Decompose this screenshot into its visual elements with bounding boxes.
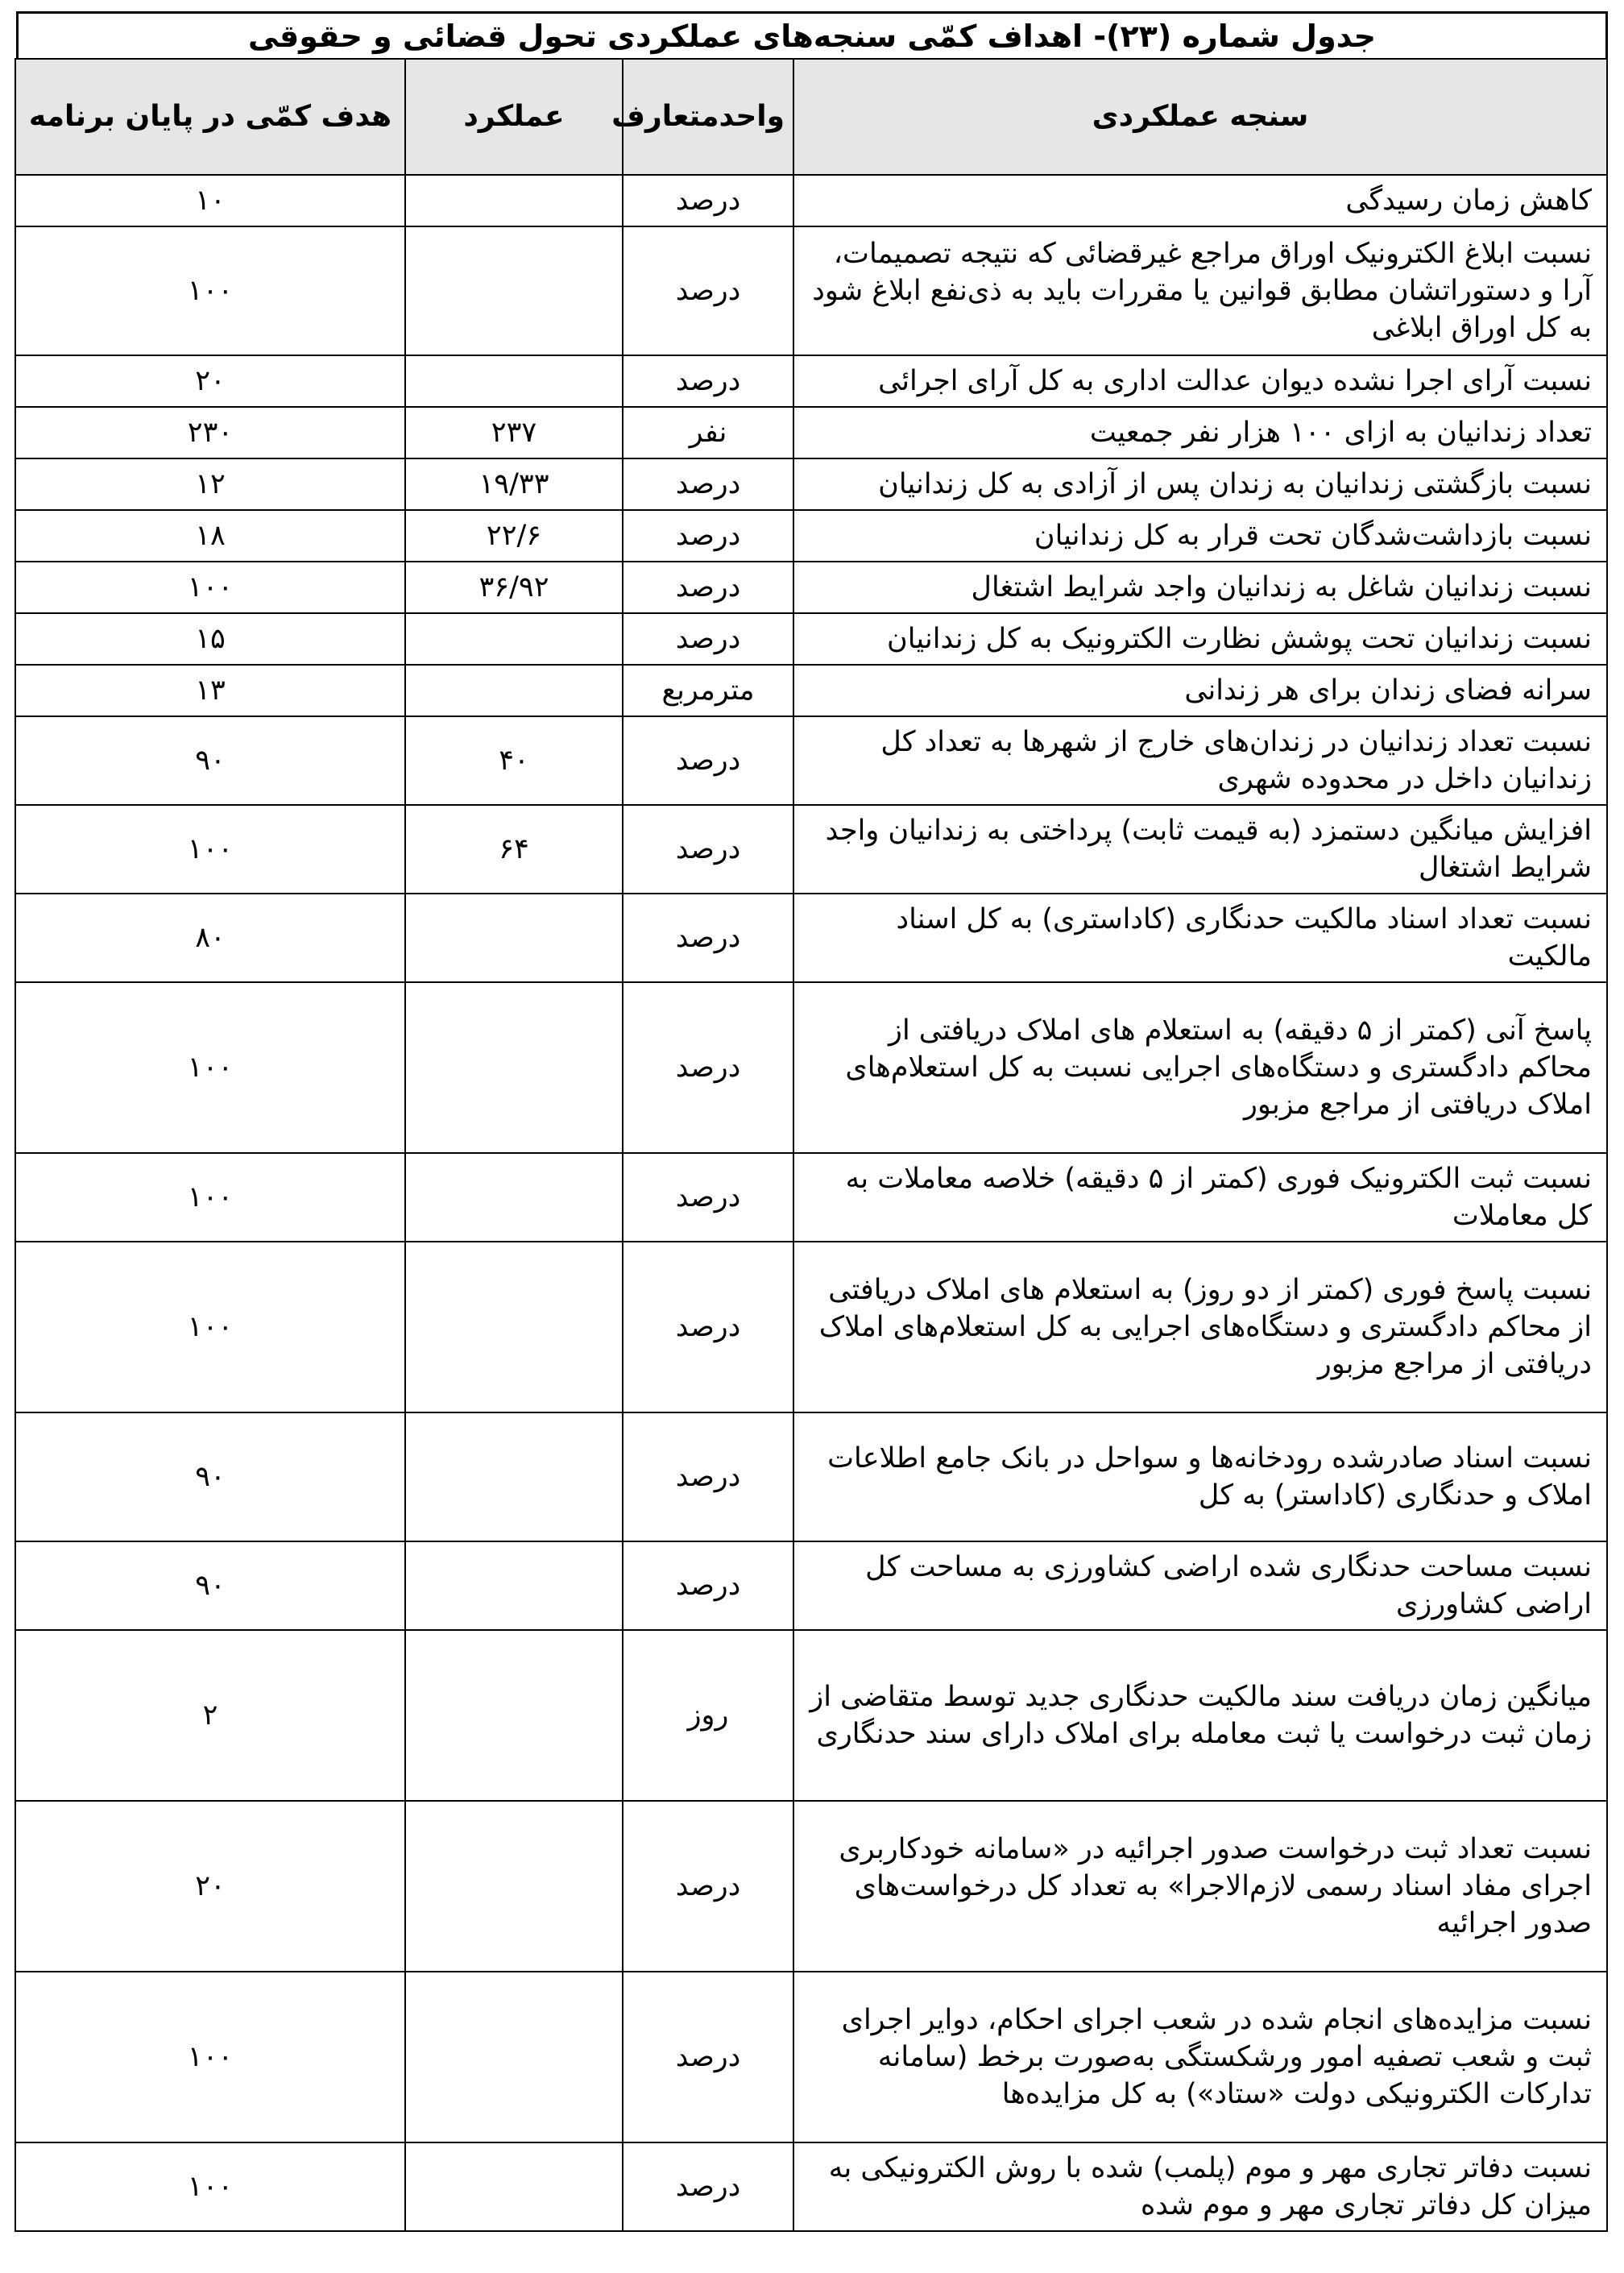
metric-cell: نسبت زندانیان شاغل به زندانیان واجد شرایط اشتغال [793,562,1607,613]
table-row [15,805,1607,894]
metric-cell: کاهش زمان رسیدگی [793,175,1607,226]
performance-cell: ۴۰ [405,716,623,805]
metric-cell: نسبت مساحت حدنگاری شده اراضی کشاورزی به مساحت کل اراضی کشاورزی [793,1541,1607,1630]
performance-cell [405,1153,623,1242]
table-row [15,982,1607,1153]
target-cell: ۱۰۰ [15,982,405,1153]
performance-cell [405,982,623,1153]
table-row [15,894,1607,982]
unit-cell: روز [623,1630,793,1801]
performance-cell [405,665,623,716]
metric-cell: پاسخ آنی (کمتر از ۵ دقیقه) به استعلام های املاک دریافتی از محاکم دادگستری و دستگاه‌های اجرایی نسبت به کل استعلام‌های املاک دریافتی از مراجع مزبور [793,982,1607,1153]
metric-cell: نسبت مزایده‌های انجام شده در شعب اجرای احکام، دوایر اجرای ثبت و شعب تصفیه امور ورشکستگی به‌صورت برخط (سامانه تدارکات الکترونیکی دولت «ستاد») به کل مزایده‌ها [793,1972,1607,2142]
unit-cell: درصد [623,562,793,613]
target-cell: ۱۰۰ [15,1153,405,1242]
performance-cell [405,1541,623,1630]
unit-cell: نفر [623,407,793,458]
metric-cell: افزایش میانگین دستمزد (به قیمت ثابت) پرداختی به زندانیان واجد شرایط اشتغال [793,805,1607,894]
unit-cell: درصد [623,1412,793,1541]
target-cell: ۱۰۰ [15,805,405,894]
table-body [15,175,1607,2231]
unit-cell: درصد [623,1242,793,1412]
table-row [15,716,1607,805]
target-cell: ۱۸ [15,510,405,562]
table-row [15,1972,1607,2142]
table-row [15,1630,1607,1801]
unit-cell: درصد [623,1972,793,2142]
table-row [15,1242,1607,1412]
table-row [15,613,1607,665]
table-row [15,1541,1607,1630]
target-cell: ۲ [15,1630,405,1801]
target-cell: ۱۲ [15,458,405,510]
header-metric: سنجه عملکردی [793,59,1607,175]
table-row [15,665,1607,716]
unit-cell: درصد [623,805,793,894]
performance-cell [405,1972,623,2142]
table-row [15,226,1607,355]
unit-cell: درصد [623,1541,793,1630]
unit-cell: درصد [623,894,793,982]
unit-cell: درصد [623,1801,793,1972]
performance-cell [405,1630,623,1801]
table-header [15,59,1607,175]
performance-cell [405,1412,623,1541]
performance-cell: ۳۶/۹۲ [405,562,623,613]
table-row [15,2142,1607,2231]
metric-cell: نسبت تعداد ثبت درخواست صدور اجرائیه در «سامانه خودکاربری اجرای مفاد اسناد رسمی لازم‌الاجرا» به تعداد کل درخواست‌های صدور اجرائیه [793,1801,1607,1972]
performance-cell [405,1801,623,1972]
table-row [15,510,1607,562]
metric-cell: نسبت بازگشتی زندانیان به زندان پس از آزادی به کل زندانیان [793,458,1607,510]
unit-cell: مترمربع [623,665,793,716]
performance-cell [405,2142,623,2231]
table-row [15,407,1607,458]
header-performance: عملکرد [405,59,623,175]
metric-cell: نسبت بازداشت‌شدگان تحت قرار به کل زندانیان [793,510,1607,562]
header-row [15,59,1607,175]
metric-cell: نسبت ثبت الکترونیک فوری (کمتر از ۵ دقیقه) خلاصه معاملات به کل معاملات [793,1153,1607,1242]
unit-cell: درصد [623,458,793,510]
unit-cell: درصد [623,175,793,226]
unit-cell: درصد [623,355,793,407]
metric-cell: تعداد زندانیان به ازای ۱۰۰ هزار نفر جمعیت [793,407,1607,458]
target-cell: ۲۳۰ [15,407,405,458]
target-cell: ۱۰۰ [15,2142,405,2231]
unit-cell: درصد [623,2142,793,2231]
header-target: هدف کمّی در پایان برنامه [15,59,405,175]
metric-cell: سرانه فضای زندان برای هر زندانی [793,665,1607,716]
table-row [15,562,1607,613]
header-unit: واحدمتعارف [623,59,793,175]
target-cell: ۱۰ [15,175,405,226]
performance-cell [405,226,623,355]
table-row [15,1801,1607,1972]
performance-cell [405,894,623,982]
metric-cell: نسبت آرای اجرا نشده دیوان عدالت اداری به کل آرای اجرائی [793,355,1607,407]
unit-cell: درصد [623,1153,793,1242]
metric-cell: نسبت تعداد زندانیان در زندان‌های خارج از شهرها به تعداد کل زندانیان داخل در محدوده شهری [793,716,1607,805]
table-row [15,1153,1607,1242]
table-row [15,1412,1607,1541]
target-cell: ۸۰ [15,894,405,982]
target-cell: ۲۰ [15,355,405,407]
unit-cell: درصد [623,226,793,355]
unit-cell: درصد [623,613,793,665]
performance-metrics-table [14,58,1608,2232]
performance-cell [405,1242,623,1412]
table-row [15,355,1607,407]
performance-cell: ۶۴ [405,805,623,894]
metric-cell: نسبت تعداد اسناد مالکیت حدنگاری (کاداستری) به کل اسناد مالکیت [793,894,1607,982]
target-cell: ۱۰۰ [15,1242,405,1412]
performance-cell: ۲۲/۶ [405,510,623,562]
performance-cell: ۲۳۷ [405,407,623,458]
performance-cell: ۱۹/۳۳ [405,458,623,510]
target-cell: ۹۰ [15,1412,405,1541]
table-row [15,175,1607,226]
target-cell: ۲۰ [15,1801,405,1972]
performance-cell [405,355,623,407]
target-cell: ۱۰۰ [15,562,405,613]
metric-cell: میانگین زمان دریافت سند مالکیت حدنگاری جدید توسط متقاضی از زمان ثبت درخواست یا ثبت معامله برای املاک دارای سند حدنگاری [793,1630,1607,1801]
target-cell: ۹۰ [15,1541,405,1630]
metric-cell: نسبت پاسخ فوری (کمتر از دو روز) به استعلام های املاک دریافتی از محاکم دادگستری و دستگاه‌های اجرایی به کل استعلام‌های املاک دریافتی از مراجع مزبور [793,1242,1607,1412]
unit-cell: درصد [623,510,793,562]
performance-cell [405,613,623,665]
performance-cell [405,175,623,226]
unit-cell: درصد [623,982,793,1153]
target-cell: ۱۰۰ [15,226,405,355]
table-row [15,458,1607,510]
target-cell: ۹۰ [15,716,405,805]
target-cell: ۱۰۰ [15,1972,405,2142]
target-cell: ۱۵ [15,613,405,665]
metric-cell: نسبت دفاتر تجاری مهر و موم (پلمب) شده با روش الکترونیکی به میزان کل دفاتر تجاری مهر و موم شده [793,2142,1607,2231]
metric-cell: نسبت ابلاغ الکترونیک اوراق مراجع غیرقضائی که نتیجه تصمیمات، آرا و دستوراتشان مطابق قوانین یا مقررات باید به ذی‌نفع ابلاغ شود به کل اوراق ابلاغی [793,226,1607,355]
unit-cell: درصد [623,716,793,805]
metric-cell: نسبت زندانیان تحت پوشش نظارت الکترونیک به کل زندانیان [793,613,1607,665]
table-title: جدول شماره (۲۳)- اهداف کمّی سنجه‌های عملکردی تحول قضائی و حقوقی [16,11,1608,58]
target-cell: ۱۳ [15,665,405,716]
metric-cell: نسبت اسناد صادرشده رودخانه‌ها و سواحل در بانک جامع اطلاعات املاک و حدنگاری (کاداستر) به کل [793,1412,1607,1541]
